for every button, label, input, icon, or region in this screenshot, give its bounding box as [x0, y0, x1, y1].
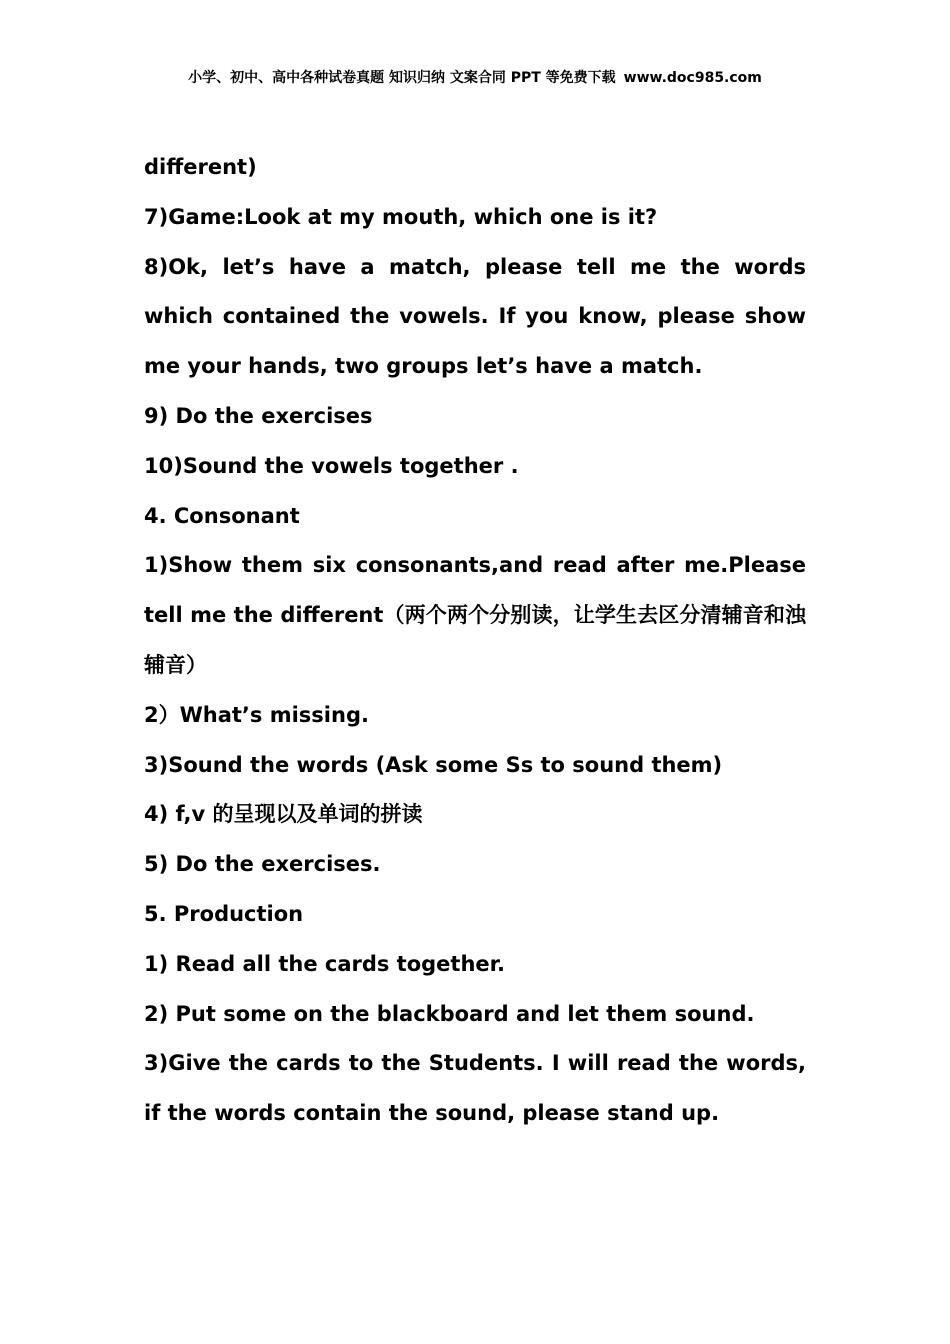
header-text: 小学、初中、高中各种试卷真题 知识归纳 文案合同 PPT 等免费下载 [188, 70, 616, 86]
text-line: 5) Do the exercises. [144, 852, 381, 877]
text-line: 10)Sound the vowels together . [144, 453, 519, 478]
text-line: 1) Read all the cards together. [144, 951, 505, 976]
page-header [0, 66, 950, 90]
text-line: 2) Put some on the blackboard and let them sound. [144, 1001, 755, 1026]
text-line: 2）What’s missing. [144, 702, 369, 727]
section-heading: 5. Production [144, 901, 304, 926]
text-paragraph: 8)Ok, let’s have a match, please tell me the words which contained the vowels. If you know, please show me your hands, two groups let’s have a match. [144, 254, 806, 379]
text-paragraph: 3)Give the cards to the Students. I will read the words, if the words contain the sound, please stand up. [144, 1051, 806, 1126]
text-line: 4) f,v 的呈现以及单词的拼读 [144, 802, 423, 827]
section-heading: 4. Consonant [144, 503, 300, 528]
text-paragraph: 1)Show them six consonants,and read after me.Please tell me the different（两个两个分别读，让学生去区分清辅音和浊辅音） [144, 553, 806, 677]
header-site-link[interactable]: www.doc985.com [623, 70, 762, 86]
text-line: 7)Game:Look at my mouth, which one is it? [144, 204, 658, 229]
text-line: different) [144, 155, 257, 179]
document-body [144, 143, 806, 1139]
text-line: 9) Do the exercises [144, 403, 373, 428]
text-line: 3)Sound the words (Ask some Ss to sound them) [144, 752, 723, 777]
